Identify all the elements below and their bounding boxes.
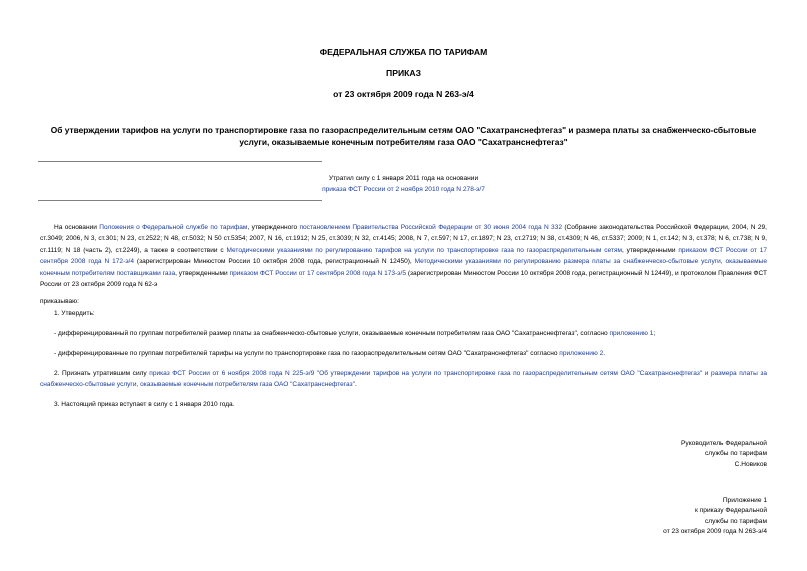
preamble-text: На основании xyxy=(54,224,100,231)
link-order-172[interactable]: приказом ФСТ России от 17 сентября 2008 года N 172-э/4 xyxy=(40,246,767,266)
preamble-text: , утвержденными xyxy=(622,246,679,254)
preamble-text: (зарегистрирован Минюстом России 10 октября 2008 года, регистрационный N 12450), xyxy=(134,258,415,266)
appendix-block xyxy=(663,496,767,538)
appendix-line: к приказу Федеральной xyxy=(695,507,767,515)
link-appendix-1[interactable]: приложению 1 xyxy=(609,330,654,337)
status-note-text: Утратил силу с 1 января 2011 года на основании xyxy=(328,175,479,182)
preamble-paragraph xyxy=(40,222,767,290)
divider-bottom xyxy=(38,200,322,201)
link-fst-regulation[interactable]: Положения о Федеральной службе по тарифам xyxy=(99,224,248,231)
preamble-text: (Собрание законодательства Российской Федерации, 2004, N 29, ст.3049; 2006, N 3, ст.301; N 23, ст.2522; N 48, ст.5032; N 50 ст.5354; 2007, N 16, ст.1912; N 25, ст.3039; N 32, ст.4145; 2008, N 7, ст.597; N 17, ст.1897; N 23, ст.2719; N 38, ст.4309; N 46, ст.5337; 2009; N 1, ст.142; N 3, ст.378; N 6, ст.738; N 9, ст.1119; N 18 (часть 2), ст.2249), а также в соответствии с xyxy=(40,224,767,254)
item-1: 1. Утвердить: xyxy=(54,310,95,317)
signature-block xyxy=(681,439,767,470)
link-government-decree[interactable]: постановлением Правительства Российской Федерации от 30 июня 2004 года N 332 xyxy=(299,224,562,231)
bullet-2-text: - дифференцированные по группам потребителей тарифы на услуги по транспортировке газа по газораспределительным сетям ОАО "Сахатранснефтегаз" согласно xyxy=(54,350,560,357)
appendix-line: от 23 октября 2009 года N 263-э/4 xyxy=(663,528,767,536)
bullet-2-tail: . xyxy=(603,350,606,357)
preamble-text: (зарегистрирован Минюстом России 10 октября 2008 года, регистрационный N 12449), и протоколом Правления ФСТ России от 23 октября 2009 года N 62-э xyxy=(40,269,768,289)
appendix-title: Приложение 1 xyxy=(722,497,767,504)
document-type-heading: ПРИКАЗ xyxy=(386,68,421,78)
bullet-1-text: - дифференцированный по группам потребителей размер платы за снабженческо-сбытовые услуги, оказываемые конечным потребителям газа ОАО "Сахатранснефтегаз", согласно xyxy=(54,330,610,337)
order-word: приказываю: xyxy=(40,298,79,305)
item-3: 3. Настоящий приказ вступает в силу с 1 января 2010 года. xyxy=(54,401,235,408)
agency-heading: ФЕДЕРАЛЬНАЯ СЛУЖБА ПО ТАРИФАМ xyxy=(319,47,488,57)
preamble-text: , утвержденными xyxy=(175,269,230,277)
date-number-heading: от 23 октября 2009 года N 263-э/4 xyxy=(333,89,474,99)
bullet-1 xyxy=(54,328,767,339)
item-2 xyxy=(40,368,767,391)
link-methodical-instructions-supply[interactable]: Методическими указаниями по регулированию размера платы за снабженческо-сбытовые услуги, оказываемые конечным потребителям поставщиками газа xyxy=(40,258,767,277)
signature-line: Руководитель Федеральной xyxy=(681,440,767,447)
bullet-1-tail: ; xyxy=(653,330,656,337)
preamble-text: , утвержденного xyxy=(247,224,300,231)
divider-top xyxy=(38,161,322,162)
signature-line: службы по тарифам xyxy=(704,450,767,458)
status-note xyxy=(0,173,807,195)
signature-name: С.Новиков xyxy=(734,460,767,468)
item-2-tail: . xyxy=(354,381,357,389)
link-appendix-2[interactable]: приложению 2 xyxy=(559,350,604,357)
link-order-225[interactable]: приказ ФСТ России от 6 ноября 2008 года N 225-э/9 "Об утверждении тарифов на услуги по транспортировке газа по газораспределительным сетям ОАО "Сахатранснефтегаз" и размера платы за снабженческо-сбытовые услуги, оказываемые конечным потребителям газа ОАО "Сахатранснефтегаз" xyxy=(40,370,767,389)
link-methodical-instructions-transport[interactable]: Методическими указаниями по регулированию тарифов на услуги по транспортировке газа по газораспределительным сетям xyxy=(226,246,622,254)
link-order-173[interactable]: приказом ФСТ России от 17 сентября 2008 года N 173-э/5 xyxy=(229,269,406,277)
status-note-link[interactable]: приказа ФСТ России от 2 ноября 2010 года N 278-э/7 xyxy=(322,186,485,193)
appendix-line: службы по тарифам xyxy=(704,517,767,525)
bullet-2 xyxy=(54,348,767,359)
item-2-text: 2. Признать утратившим силу xyxy=(54,370,150,377)
document-title: Об утверждении тарифов на услуги по транспортировке газа по газораспределительным сетям ОАО "Сахатранснефтегаз" и размера платы за снабженческо-сбытовые услуги, оказываемые конечным потребителям газа ОАО "Сахатранснефтегаз" xyxy=(50,125,757,147)
